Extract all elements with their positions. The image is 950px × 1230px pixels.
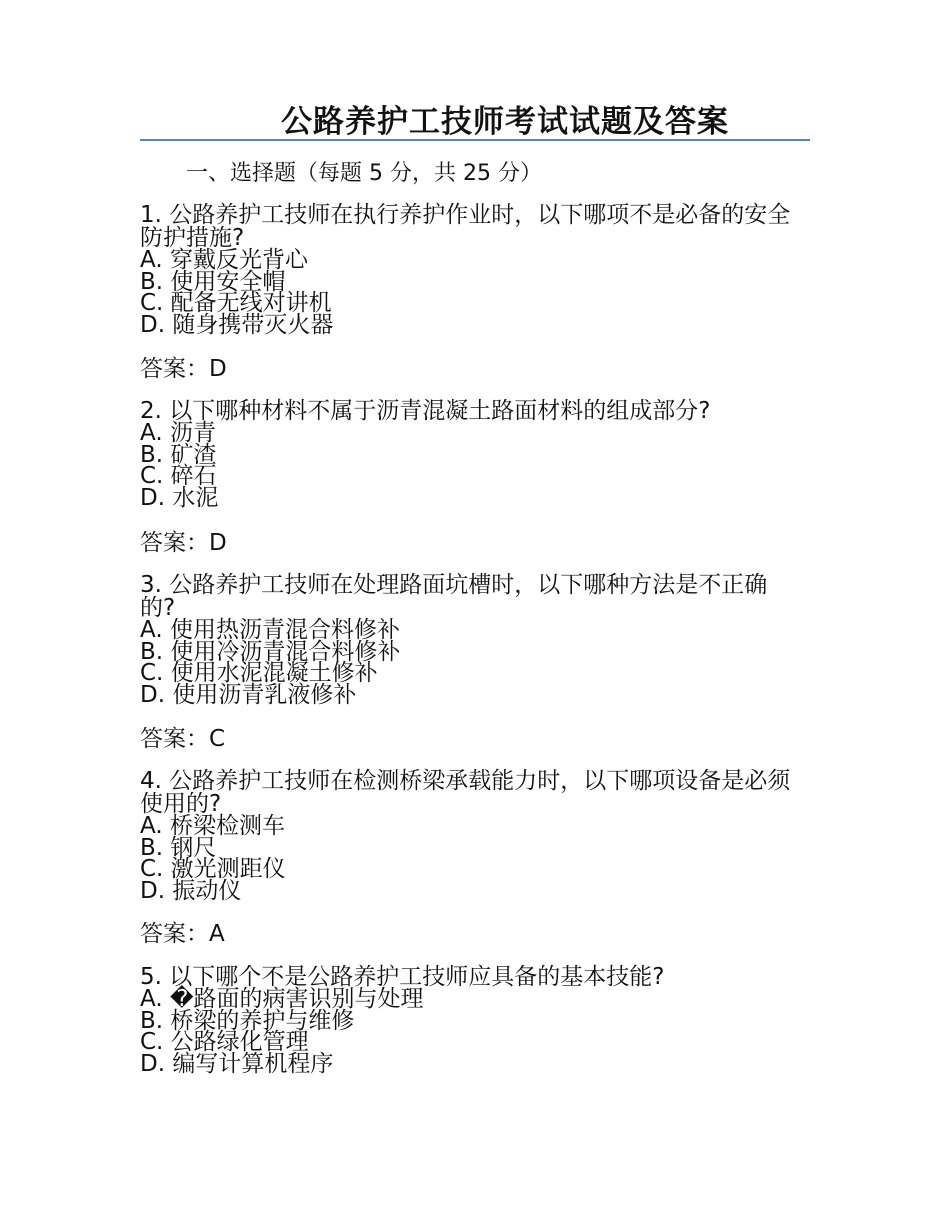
question-stem: 1. 公路养护工技师在执行养护作业时，以下哪项不是必备的安全防护措施? — [140, 202, 791, 251]
answer-2: 答案：D — [140, 530, 227, 556]
option-d: D. 编写计算机程序 — [140, 1050, 334, 1077]
page-title: 公路养护工技师考试试题及答案 — [281, 104, 729, 140]
option-b: B. 钢尺 — [140, 834, 217, 861]
title-underline — [140, 139, 810, 141]
option-a: A. 桥梁检测车 — [140, 813, 285, 839]
question-3 — [140, 574, 800, 706]
answer-4: 答案：A — [140, 921, 225, 947]
option-c: C. 公路绿化管理 — [140, 1029, 309, 1055]
question-stem: 5. 以下哪个不是公路养护工技师应具备的基本技能? — [140, 964, 665, 990]
option-c: C. 激光测距仪 — [140, 856, 286, 882]
option-c: C. 使用水泥混凝土修补 — [140, 660, 378, 686]
option-d: D. 振动仪 — [140, 877, 242, 904]
option-d: D. 水泥 — [140, 484, 219, 511]
question-1 — [140, 204, 800, 336]
option-a: A. �路面的病害识别与处理 — [140, 986, 424, 1012]
option-b: B. 桥梁的养护与维修 — [140, 1007, 355, 1034]
option-a: A. 沥青 — [140, 420, 216, 446]
option-c: C. 配备无线对讲机 — [140, 290, 332, 316]
question-stem: 3. 公路养护工技师在处理路面坑槽时，以下哪种方法是不正确的? — [140, 572, 768, 621]
option-d: D. 随身携带灭火器 — [140, 311, 334, 338]
option-d: D. 使用沥青乳液修补 — [140, 681, 357, 708]
question-4 — [140, 770, 800, 902]
answer-3: 答案：C — [140, 726, 226, 752]
answer-1: 答案：D — [140, 356, 227, 382]
option-a: A. 穿戴反光背心 — [140, 247, 308, 273]
option-b: B. 使用安全帽 — [140, 268, 286, 295]
option-b: B. 矿渣 — [140, 441, 217, 468]
question-2 — [140, 400, 800, 509]
section-heading: 一、选择题（每题 5 分，共 25 分） — [186, 161, 542, 186]
question-stem: 2. 以下哪种材料不属于沥青混凝土路面材料的组成部分? — [140, 398, 711, 424]
option-b: B. 使用冷沥青混合料修补 — [140, 638, 401, 665]
option-c: C. 碎石 — [140, 463, 217, 489]
question-5 — [140, 966, 800, 1075]
question-stem: 4. 公路养护工技师在检测桥梁承载能力时，以下哪项设备是必须使用的? — [140, 768, 791, 817]
option-a: A. 使用热沥青混合料修补 — [140, 617, 400, 643]
